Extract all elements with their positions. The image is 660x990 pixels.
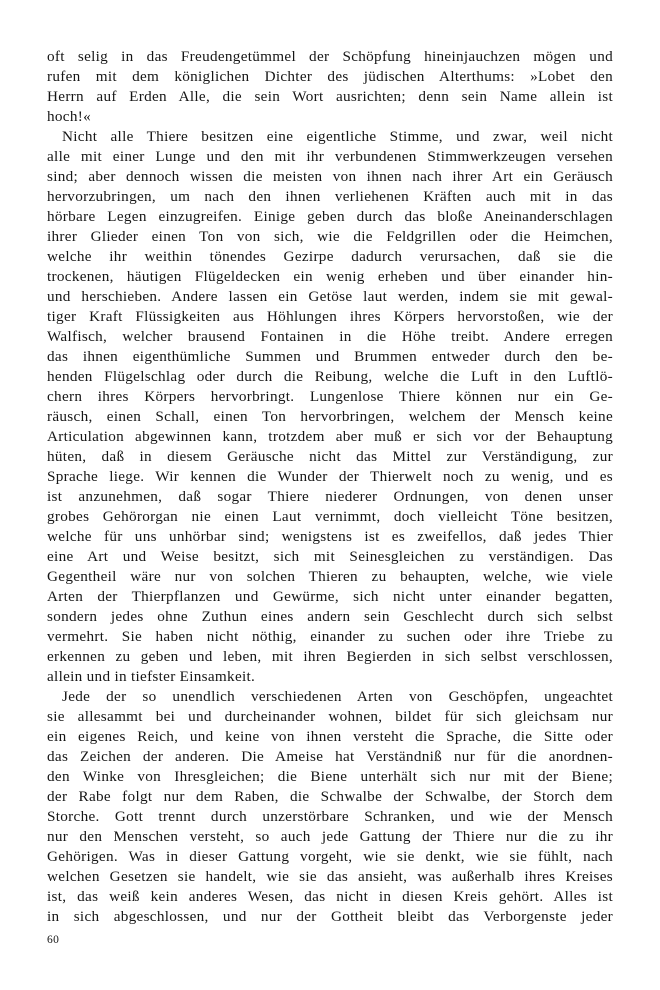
text-line: Arten der Thierpflanzen und Gewürme, sich nicht unter einander begatten,	[47, 588, 613, 605]
text-line: sind; aber dennoch wissen die meisten von ihnen nach ihrer Art ein Geräusch	[47, 168, 613, 185]
text-line: hoch!«	[47, 108, 91, 125]
text-line: welchen Gesetzen sie handelt, wie sie das ansieht, was außerhalb ihres Kreises	[47, 868, 613, 885]
text-line: Storche. Gott trennt durch unzerstörbare Schranken, und wie der Mensch	[47, 808, 613, 825]
text-line: Gehörigen. Was in dieser Gattung vorgeht, wie sie denkt, wie sie fühlt, nach	[47, 848, 613, 865]
text-line: alle mit einer Lunge und den mit ihr verbundenen Stimmwerkzeugen versehen	[47, 148, 613, 165]
text-line: ist anzunehmen, daß sogar Thiere niederer Ordnungen, von denen unser	[47, 488, 613, 505]
text-line: hervorzubringen, um nach den ihnen verliehenen Kräften auch mit in das	[47, 188, 613, 205]
text-line: tiger Kraft Flüssigkeiten aus Höhlungen ihres Körpers hervorstoßen, wie der	[47, 308, 613, 325]
text-line: allein und in tiefster Einsamkeit.	[47, 668, 256, 685]
text-line: grobes Gehörorgan nie einen Laut vernimmt, doch vielleicht Töne besitzen,	[47, 508, 613, 525]
text-line: in sich abgeschlossen, und nur der Gottheit bleibt das Verborgenste jeder	[47, 908, 613, 925]
text-line: räusch, einen Schall, einen Ton hervorbringen, welchem der Mensch keine	[47, 408, 613, 425]
text-line: Walfisch, welcher brausend Fontainen in die Höhe treibt. Andere erregen	[47, 328, 613, 345]
text-line: sondern jedes ohne Zuthun eines andern sein Geschlecht durch sich selbst	[47, 608, 613, 625]
text-line: ein eigenes Reich, und keine von ihnen versteht die Sprache, die Sitte oder	[47, 728, 613, 745]
text-line: vermehrt. Sie haben nicht nöthig, einander zu suchen oder ihre Triebe zu	[47, 628, 613, 645]
text-line: rufen mit dem königlichen Dichter des jüdischen Alterthums: »Lobet den	[47, 68, 613, 85]
text-line: den Winke von Ihresgleichen; die Biene unterhält sich nur mit der Biene;	[47, 768, 613, 785]
text-line: und herschieben. Andere lassen ein Getöse laut werden, indem sie mit gewal-	[47, 288, 613, 305]
text-line: hörbare Legen einzugreifen. Einige geben durch das bloße Aneinanderschlagen	[47, 208, 613, 225]
text-line: Nicht alle Thiere besitzen eine eigentliche Stimme, und zwar, weil nicht	[62, 128, 613, 145]
text-line: das ihnen eigenthümliche Summen und Brummen entweder durch den be-	[47, 348, 613, 365]
text-line: das Zeichen der anderen. Die Ameise hat Verständniß nur für die anordnen-	[47, 748, 613, 765]
text-line: welche ihr weithin tönendes Gezirpe dadurch verursachen, daß sie die	[47, 248, 613, 265]
text-line: erkennen zu geben und leben, mit ihren Begierden in sich selbst verschlossen,	[47, 648, 613, 665]
text-line: der Rabe folgt nur dem Raben, die Schwalbe der Schwalbe, der Storch dem	[47, 788, 613, 805]
text-line: Gegentheil wäre nur von solchen Thieren zu behaupten, welche, wie viele	[47, 568, 613, 585]
text-line: eine Art und Weise besitzt, sich mit Seinesgleichen zu verständigen. Das	[47, 548, 613, 565]
page-number: 60	[47, 934, 60, 946]
text-line: welche für uns unhörbar sind; wenigstens ist es zweifellos, daß jedes Thier	[47, 528, 613, 545]
text-line: Sprache liege. Wir kennen die Wunder der Thierwelt noch zu wenig, und es	[47, 468, 613, 485]
text-line: sie allesammt bei und durcheinander wohnen, bildet für sich gleichsam nur	[47, 708, 613, 725]
text-line: nur den Menschen versteht, so auch jede Gattung der Thiere nur die zu ihr	[47, 828, 613, 845]
text-line: henden Flügelschlag oder durch die Reibung, welche die Luft in den Luftlö-	[47, 368, 613, 385]
text-line: hüten, daß in diesem Geräusche nicht das Mittel zur Verständigung, zur	[47, 448, 613, 465]
text-line: ihrer Glieder einen Ton von sich, wie die Feldgrillen oder die Heimchen,	[47, 228, 613, 245]
text-line: Herrn auf Erden Alle, die sein Wort ausrichten; denn sein Name allein ist	[47, 88, 613, 105]
page-text	[47, 47, 613, 927]
text-line: oft selig in das Freudengetümmel der Schöpfung hineinjauchzen mögen und	[47, 48, 613, 65]
text-line: Articulation abgewinnen kann, trotzdem aber muß er sich vor der Behauptung	[47, 428, 613, 445]
text-line: chern ihres Körpers hervorbringt. Lungenlose Thiere können nur ein Ge-	[47, 388, 613, 405]
text-line: Jede der so unendlich verschiedenen Arten von Geschöpfen, ungeachtet	[62, 688, 613, 705]
text-line: trockenen, häutigen Flügeldecken ein wenig erheben und über einander hin-	[47, 268, 613, 285]
text-line: ist, das weiß kein anderes Wesen, das nicht in diesen Kreis gehört. Alles ist	[47, 888, 613, 905]
